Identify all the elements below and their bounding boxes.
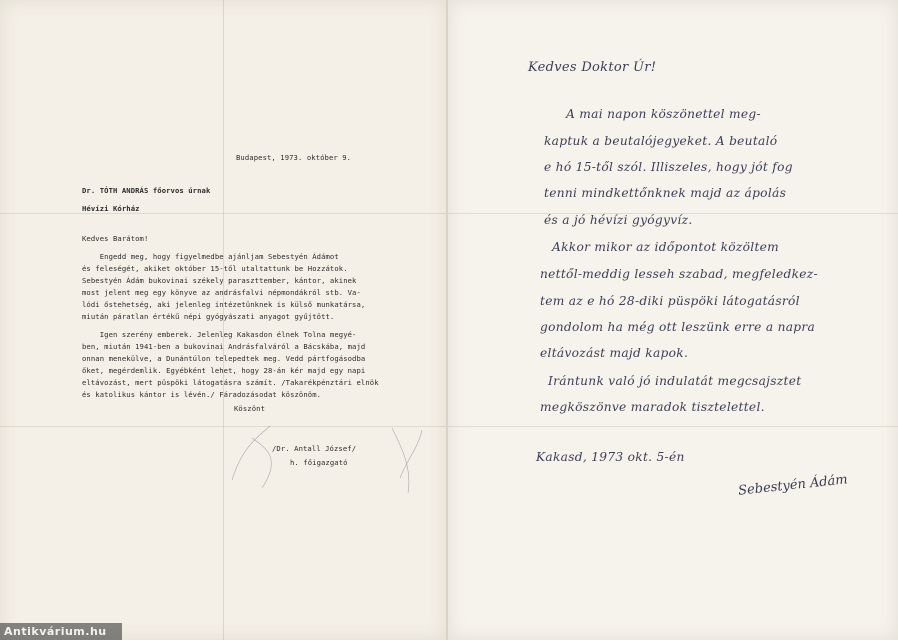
typed-letter-page — [0, 0, 446, 640]
place-and-date: Kakasd, 1973 okt. 5-én — [536, 450, 685, 464]
handwritten-line: e hó 15-től szól. Illiszeles, hogy jót fog — [544, 160, 793, 174]
recipient-institution: Hévízi Kórház — [82, 204, 140, 213]
signatory-name: /Dr. Antall József/ — [272, 444, 357, 453]
handwritten-line: kaptuk a beutalójegyeket. A beutaló — [544, 134, 778, 148]
handwritten-line: Akkor mikor az időpontot közöltem — [552, 240, 780, 254]
handwritten-line: tenni mindkettőnknek majd az ápolás — [544, 186, 787, 200]
fold-line — [448, 426, 898, 427]
body-line: eltávozást, mert püspöki látogatásra számít. /Takarékpénztári elnök — [82, 378, 379, 387]
handwritten-line: és a jó hévízi gyógyvíz. — [544, 213, 693, 227]
handwritten-line: nettől-meddig lesseh szabad, megfeledkez- — [540, 267, 818, 281]
site-watermark: Antikvárium.hu — [0, 623, 122, 640]
handwritten-line: gondolom ha még ott leszünk erre a napra — [540, 320, 816, 334]
recipient-name: Dr. TÓTH ANDRÁS főorvos úrnak — [82, 186, 211, 195]
letter-date: Budapest, 1973. október 9. — [236, 153, 352, 162]
handwritten-line: eltávozást majd kapok. — [540, 346, 689, 360]
body-line: Engedd meg, hogy figyelmedbe ajánljam Sebestyén Ádámot — [82, 252, 339, 261]
body-line: miután páratlan értékű népi gyógyászati anyagot gyűjtött. — [82, 312, 335, 321]
fold-line — [0, 213, 446, 214]
body-line: és feleségét, akiket október 15-től utaltattunk be Hozzátok. — [82, 264, 348, 273]
letter-salutation: Kedves Barátom! — [82, 234, 149, 243]
body-line: őket, megérdemlik. Egyébként lehet, hogy 28-án kér majd egy napi — [82, 366, 366, 375]
handwritten-line: tem az e hó 28-diki püspöki látogatásról — [540, 294, 800, 308]
signatory-title: h. főigazgató — [290, 458, 348, 467]
handwritten-line: Irántunk való jó indulatát megcsajsztet — [548, 374, 802, 388]
body-line: onnan menekülve, a Dunántúlon telepedtek meg. Vedd pártfogásodba — [82, 354, 366, 363]
body-line: Sebestyén Ádám bukovinai székely paraszttember, kántor, akinek — [82, 276, 357, 285]
handwritten-signature: Sebestyén Ádám — [737, 472, 849, 499]
body-line: ben, miután 1941-ben a bukovinai Andrásfalváról a Bácskába, majd — [82, 342, 366, 351]
body-line: Igen szerény emberek. Jelenleg Kakasdon élnek Tolna megyé- — [82, 330, 357, 339]
body-line: és katolikus kántor is lévén./ Fáradozásodat köszönöm. — [82, 390, 322, 399]
letter-closing: Köszönt — [234, 404, 265, 413]
handwritten-line: A mai napon köszönettel meg- — [566, 107, 761, 121]
handwritten-line: megköszönve maradok tisztelettel. — [540, 400, 765, 414]
body-line: lódi őstehetség, aki jelenleg intézetünknek is külső munkatársa, — [82, 300, 366, 309]
handwritten-letter-page — [448, 0, 898, 640]
body-line: most jelent meg egy könyve az andrásfalvi népmondákról stb. Va- — [82, 288, 361, 297]
handwritten-salutation: Kedves Doktor Úr! — [528, 60, 657, 75]
